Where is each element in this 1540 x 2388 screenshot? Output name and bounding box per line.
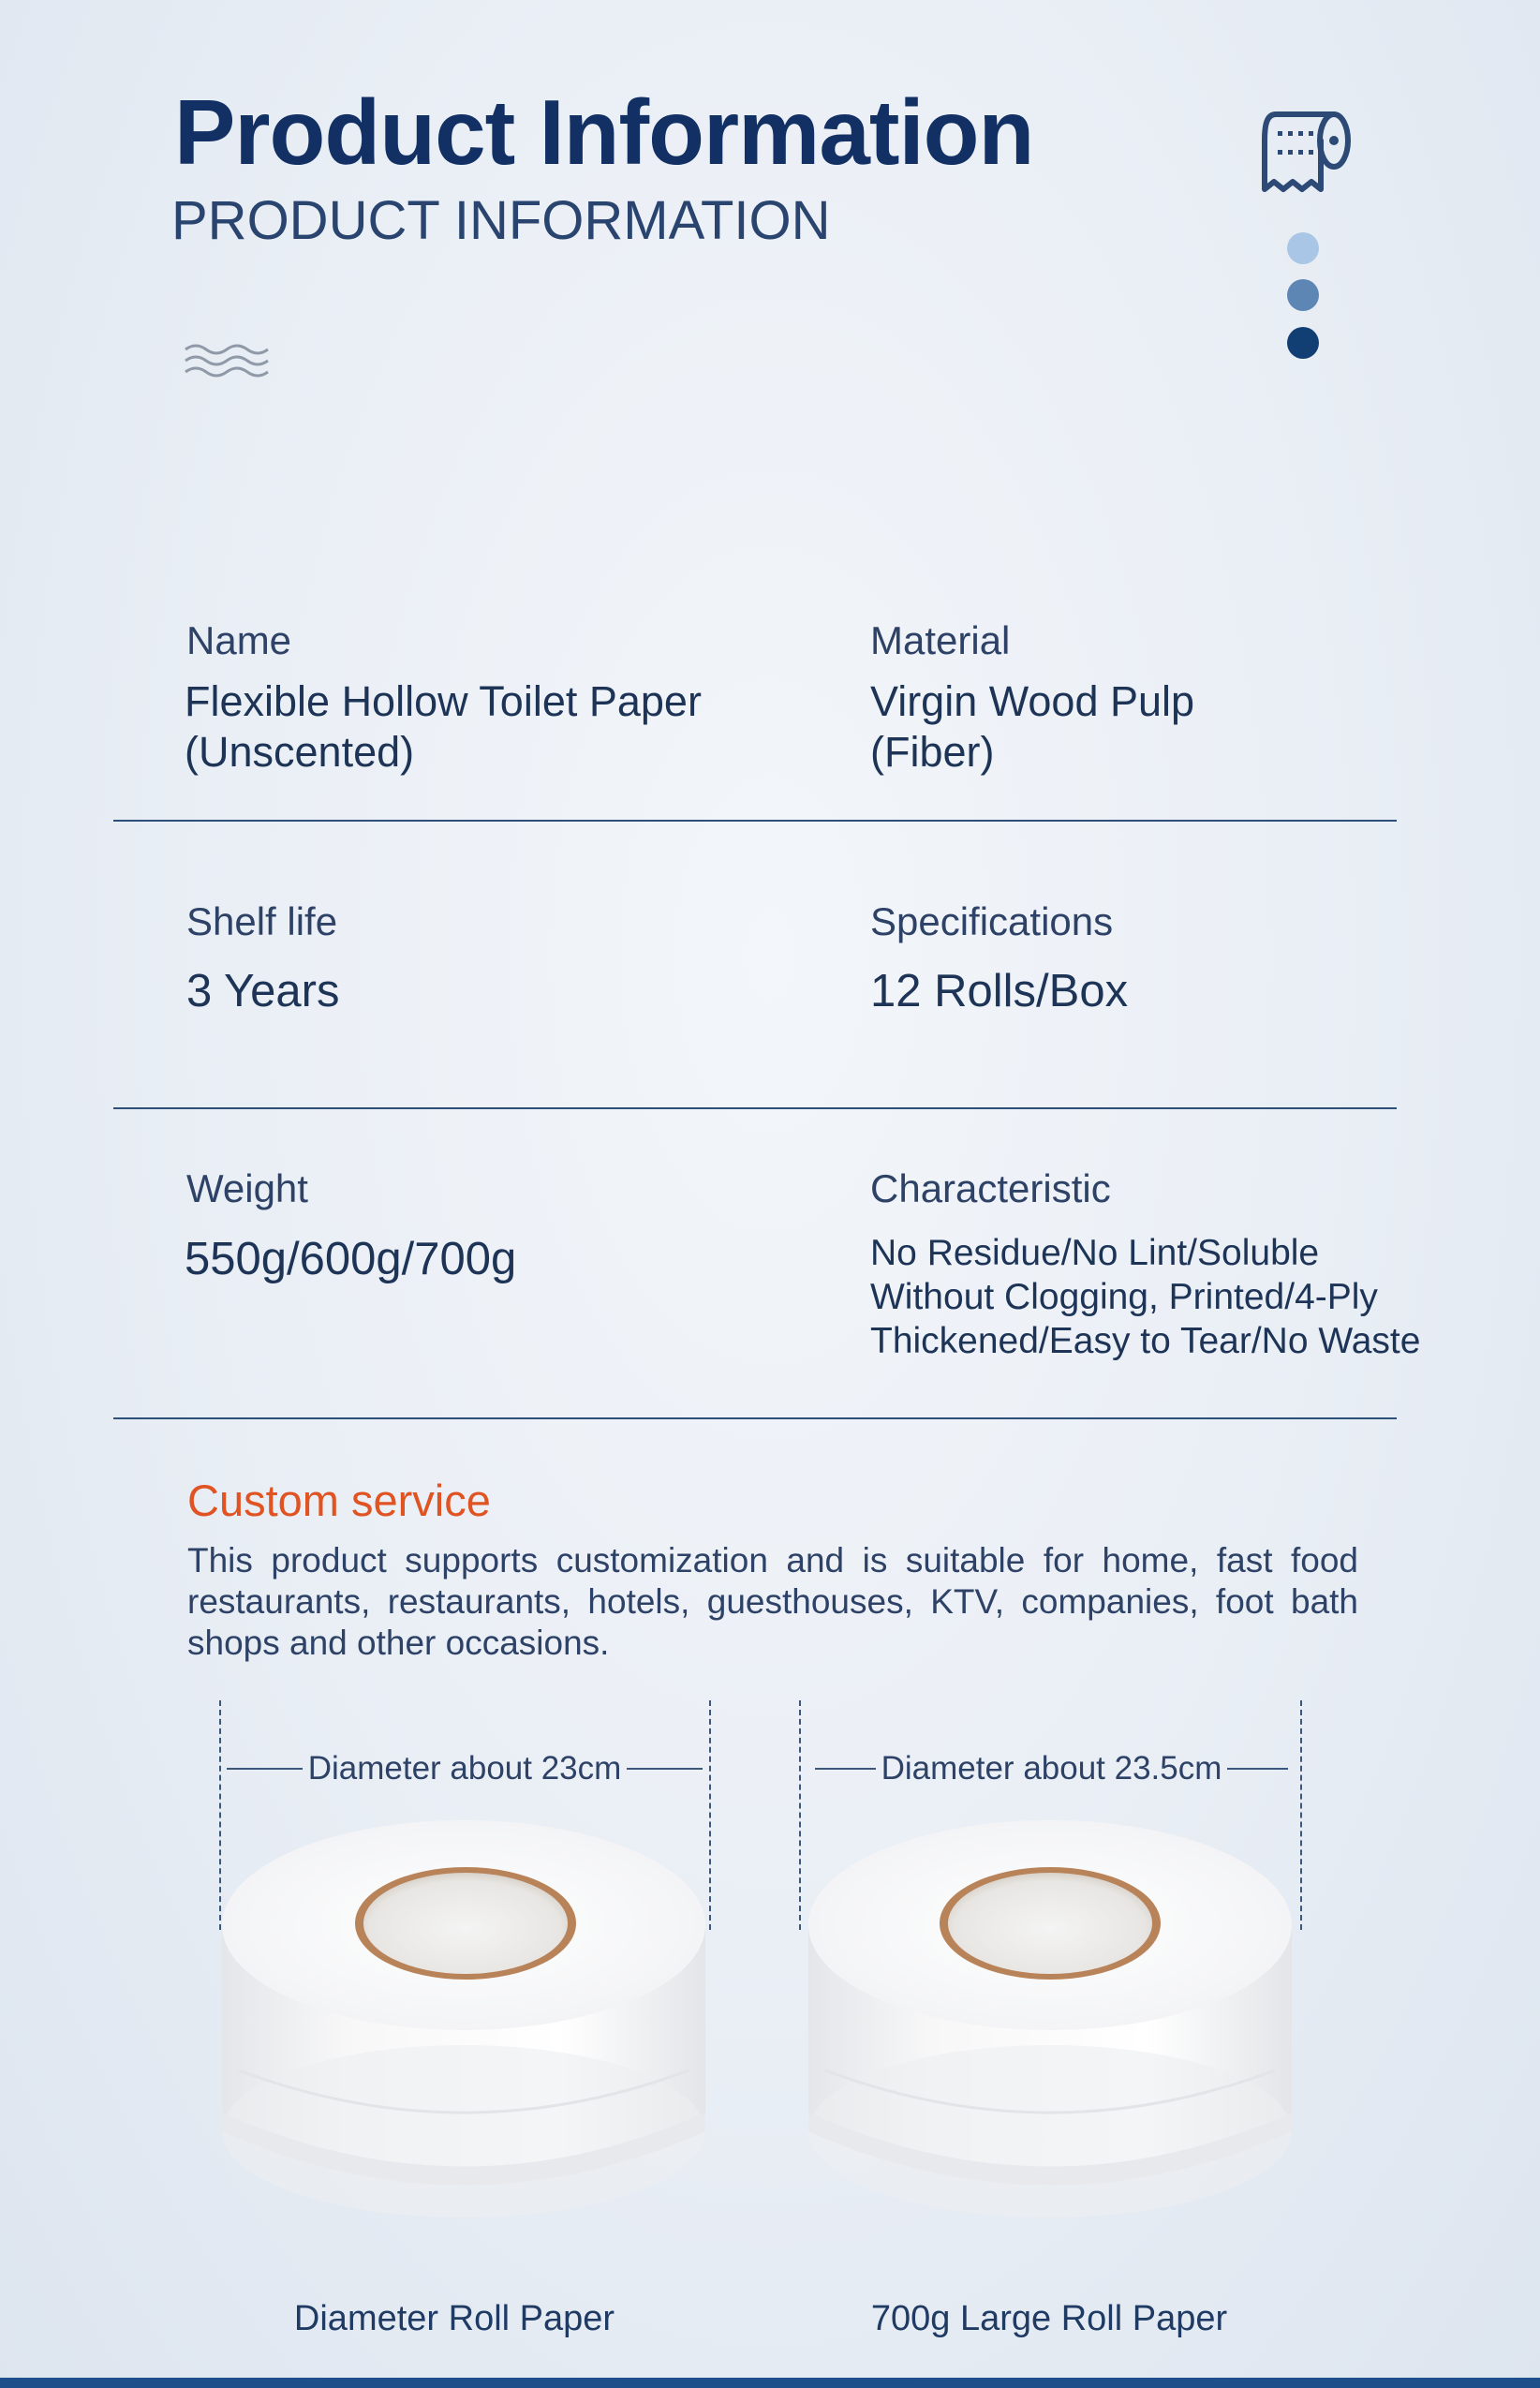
page-subtitle: PRODUCT INFORMATION (171, 190, 831, 251)
wave-icon (184, 342, 272, 379)
dimension-label-1 (227, 1750, 703, 1787)
custom-service-title: Custom service (187, 1476, 491, 1525)
toilet-roll-image (211, 1817, 717, 2286)
weight-label: Weight (186, 1166, 308, 1210)
weight-value: 550g/600g/700g (185, 1234, 517, 1284)
indicator-dot-1 (1287, 232, 1319, 264)
specifications-label: Specifications (870, 899, 1114, 943)
custom-service-text: This product supports customization and is suitable for home, fast food restaurants, restaurants, hotels, guesthouses, KTV, companies, foot bath shops and other occasions. (187, 1541, 1358, 1662)
page-title: Product Information (174, 81, 1034, 184)
footer-bar (0, 2378, 1540, 2388)
toilet-roll-icon (1259, 103, 1353, 197)
material-label: Material (870, 618, 1011, 662)
product-caption-1: Diameter Roll Paper (293, 2299, 615, 2338)
product-caption-2: 700g Large Roll Paper (870, 2299, 1228, 2338)
shelf-life-label: Shelf life (186, 899, 338, 943)
dimension-label-2 (815, 1750, 1288, 1787)
divider (113, 820, 1397, 822)
material-value: Virgin Wood Pulp (Fiber) (870, 677, 1195, 776)
divider (113, 1107, 1397, 1109)
name-label: Name (186, 618, 292, 662)
shelf-life-value: 3 Years (186, 966, 340, 1016)
divider (113, 1417, 1397, 1419)
indicator-dot-3 (1287, 327, 1319, 359)
dimension-text: Diameter about 23cm (307, 1750, 622, 1787)
specifications-value: 12 Rolls/Box (870, 966, 1129, 1016)
characteristic-value: No Residue/No Lint/Soluble Without Clogging, Printed/4-Ply Thickened/Easy to Tear/No Waste (870, 1233, 1421, 1361)
name-value: Flexible Hollow Toilet Paper (Unscented) (185, 677, 702, 776)
characteristic-label: Characteristic (870, 1166, 1111, 1210)
toilet-roll-image (799, 1817, 1305, 2286)
dimension-text: Diameter about 23.5cm (881, 1750, 1222, 1787)
indicator-dot-2 (1287, 279, 1319, 311)
